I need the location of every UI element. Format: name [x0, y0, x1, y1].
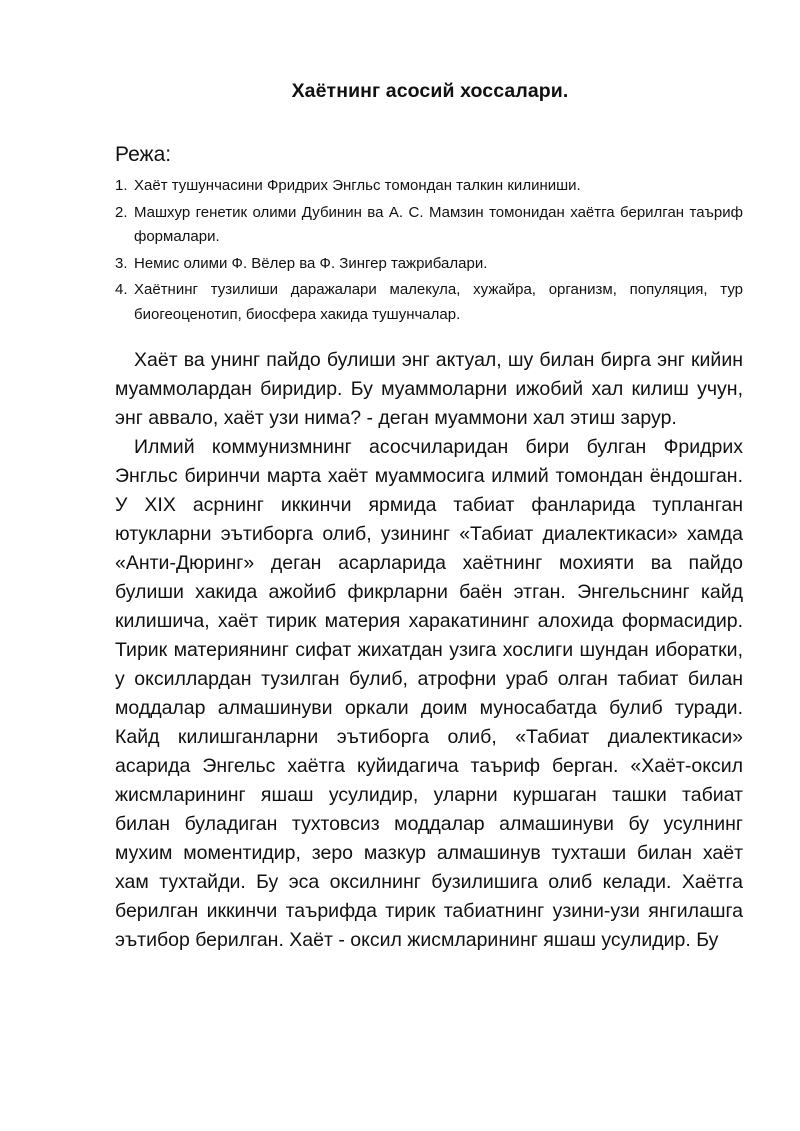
- plan-item-number: 2.: [115, 203, 128, 221]
- plan-item: [115, 174, 743, 199]
- plan-item: [115, 201, 743, 250]
- paragraph-1: Хаёт ва унинг пайдо булиши энг актуал, шу билан бирга энг кийин муаммолардан биридир. Бу муаммоларни ижобий хал килиш учун, энг аввало, хаёт узи нима? - деган муаммони хал этиш зарур.: [115, 349, 743, 429]
- plan-item: [115, 252, 743, 277]
- plan-item-number: 3.: [115, 254, 128, 272]
- plan-item-text: Хаётнинг тузилиши даражалари малекула, хужайра, организм, популяция, тур биогеоценотип, биосфера хакида тушунчалар.: [134, 281, 743, 323]
- plan-section: [115, 140, 743, 329]
- plan-item-text: Хаёт тушунчасини Фридрих Энгльс томондан талкин килиниши.: [134, 177, 581, 194]
- document-title: Хаётнинг асосий хоссалари.: [291, 80, 569, 102]
- plan-item: [115, 278, 743, 327]
- plan-list: [115, 174, 743, 327]
- paragraph-2: Илмий коммунизмнинг асосчиларидан бири булган Фридрих Энгльс биринчи марта хаёт муаммосига илмий томондан ёндошган. У XIX асрнинг иккинчи ярмида табиат фанларида тупланган ютукларни эътиборга олиб, узининг «Табиат диалектикаси» хамда «Анти-Дюринг» деган асарларида хаётнинг мохияти ва пайдо булиши хакида ажойиб фикрларни баён этган. Энгельснинг кайд килишича, хаёт тирик материя харакатининг алохида формасидир. Тирик материянинг сифат жихатдан узига хослиги шундан иборатки, у оксиллардан тузилган булиб, атрофни ураб олган табиат билан моддалар алмашинуви оркали доим муносабатда булиб туради. Кайд килишганларни эътиборга олиб, «Табиат диалектикаси» асарида Энгельс хаётга куйидагича таъриф берган. «Хаёт-оксил жисмларининг яшаш усулидир, уларни куршаган ташки табиат билан буладиган тухтовсиз моддалар алмашинуви бу усулнинг мухим моментидир, зеро мазкур алмашинув тухташи билан хаёт хам тухтайди. Бу эса оксилнинг бузилишига олиб келади. Хаётга берилган иккинчи таърифда тирик табиатнинг узини-узи янгилашга эътибор берилган. Хаёт - оксил жисмларининг яшаш усулидир. Бу: [115, 436, 743, 951]
- plan-item-text: Машхур генетик олими Дубинин ва А. С. Мамзин томонидан хаётга берилган таъриф формалари.: [134, 203, 743, 245]
- body-text: [115, 346, 743, 955]
- plan-item-text: Немис олими Ф. Вёлер ва Ф. Зингер тажрибалари.: [134, 254, 488, 272]
- plan-heading: Режа:: [115, 143, 172, 166]
- plan-item-number: 1.: [115, 177, 128, 194]
- plan-item-number: 4.: [115, 281, 128, 298]
